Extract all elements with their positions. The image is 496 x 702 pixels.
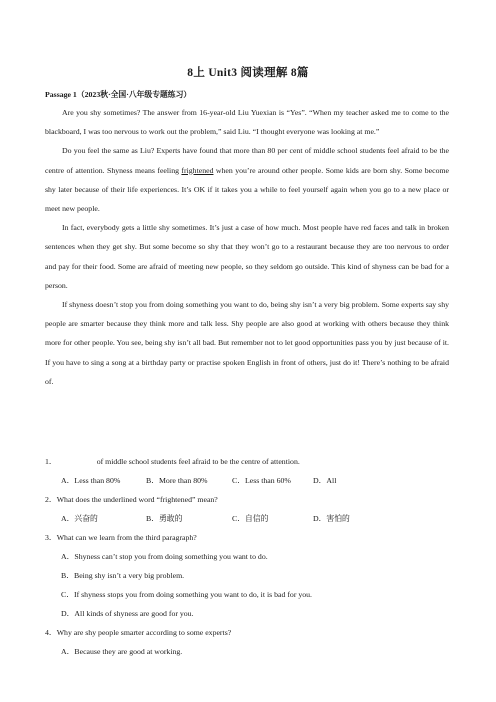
q1-option-d: D．All (313, 476, 337, 485)
q2-option-d: D．害怕的 (313, 514, 350, 523)
paragraph-2-part-2: when you’re around other people. Some kids are born shy. Some become shy later because of their life experiences. It’s OK if it takes you a while to feel yourself again when you go to a new place or meet new people. (45, 165, 449, 214)
underlined-word: frightened (181, 165, 214, 175)
paragraph-2-part-1: Do you feel the same as Liu? Experts have found that more than 80 per cent of middle school students feel afraid to be the centre of attention. Shyness means feeling (45, 146, 449, 175)
q1-option-b: B．More than 80% (146, 476, 208, 485)
q2-option-c: C．自信的 (232, 514, 269, 523)
paragraph-3: In fact, everybody gets a little shy sometimes. It’s just a case of how much. Most people have red faces and talk in broken sentences when they get shy. But some become so shy that they won’t go to a restaurant because they are too nervous to order and pay for their food. Some are afraid of meeting new people, so they seldom go outside. This kind of shyness can be bad for a person. (45, 223, 449, 290)
q2-option-a: A．兴奋的 (61, 514, 98, 523)
q1-option-c: C．Less than 60% (232, 476, 291, 485)
question-1-text: of middle school students feel afraid to be the centre of attention. (96, 457, 300, 466)
question-1-number: 1． (45, 457, 57, 466)
question-1 (45, 456, 300, 468)
q3-option-a: A．Shyness can’t stop you from doing something you want to do. (61, 552, 268, 561)
question-4: 4．Why are shy people smarter according to some experts? (45, 628, 232, 637)
page-title: 8上 Unit3 阅读理解 8篇 (187, 67, 309, 79)
paragraph-2 (45, 141, 449, 218)
paragraph-1: Are you shy sometimes? The answer from 16-year-old Liu Yuexian is “Yes”. “When my teacher asked me to come to the blackboard, I was too nervous to work out the problem,” said Liu. “I thought everyone was looking at me.” (45, 108, 449, 137)
q4-option-a: A．Because they are good at working. (61, 647, 183, 656)
q1-option-a: A．Less than 80% (61, 476, 121, 485)
question-3: 3．What can we learn from the third paragraph? (45, 533, 197, 542)
q2-option-b: B．勇敢的 (146, 514, 183, 523)
question-2: 2．What does the underlined word “frightened” mean? (45, 495, 218, 504)
passage-body (45, 103, 449, 391)
q3-option-d: D．All kinds of shyness are good for you. (61, 609, 194, 618)
q3-option-c: C．If shyness stops you from doing something you want to do, it is bad for you. (61, 590, 313, 599)
paragraph-4: If shyness doesn’t stop you from doing something you want to do, being shy isn’t a very big problem. Some experts say shy people are smarter because they think more and talk less. Shy people are also good at working with others because they think more for other people. You see, being shy isn’t all bad. But remember not to let good opportunities pass you by just because of it. If you have to sing a song at a birthday party or practise spoken English in front of others, just do it! There’s nothing to be afraid of. (45, 300, 449, 386)
passage-heading: Passage 1（2023秋·全国·八年级专题练习） (45, 90, 192, 99)
q3-option-b: B．Being shy isn’t a very big problem. (61, 571, 185, 580)
